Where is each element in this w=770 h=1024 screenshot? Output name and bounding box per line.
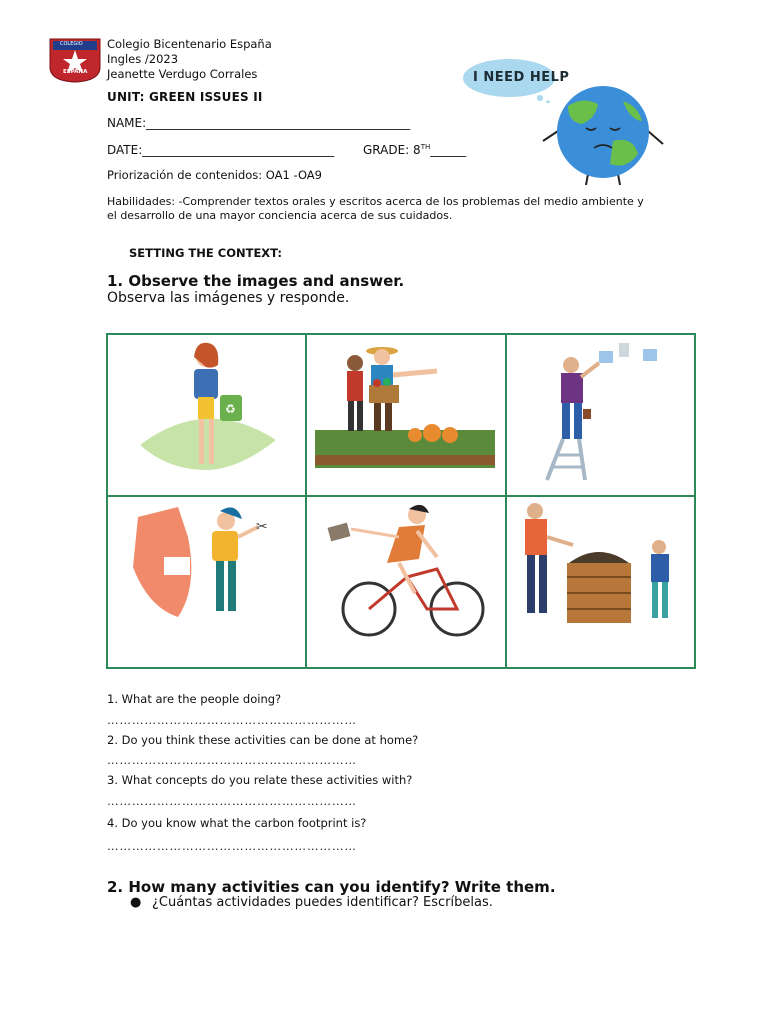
priorizacion-text: Priorización de contenidos: OA1 -OA9 — [107, 168, 322, 182]
section2-title: 2. How many activities can you identify? Write them. — [107, 878, 556, 896]
question-1: 1. What are the people doing? — [107, 692, 282, 706]
subject-year: Ingles /2023 — [107, 52, 179, 66]
section1-title: 1. Observe the images and answer. — [107, 272, 405, 290]
school-name: Colegio Bicentenario España — [107, 37, 272, 51]
teacher-name: Jeanette Verdugo Corrales — [107, 67, 258, 81]
header-block — [107, 37, 272, 82]
grade-label: GRADE: 8 — [363, 143, 421, 157]
habilidades-line-2: el desarrollo de una mayor conciencia acerca de sus cuidados. — [107, 209, 453, 222]
date-field[interactable]: DATE:________________________________ — [107, 143, 335, 157]
sad-earth-illustration — [538, 86, 668, 186]
answer-line-3[interactable]: …………………………………………………… — [107, 794, 357, 808]
habilidades-line-1: Habilidades: -Comprender textos orales y escritos acerca de los problemas del medio ambiente y — [107, 195, 644, 208]
grade-superscript: TH — [420, 143, 431, 151]
section1-subtitle: Observa las imágenes y responde. — [107, 290, 350, 306]
logo-text-top: COLEGIO — [60, 41, 83, 47]
context-heading: SETTING THE CONTEXT: — [129, 246, 282, 260]
name-field[interactable]: NAME:____________________________________________ — [107, 116, 411, 130]
logo-text-bottom: ESPAÑA — [63, 69, 88, 75]
image-composting-bin — [507, 497, 703, 663]
unit-title: UNIT: GREEN ISSUES II — [107, 90, 263, 104]
question-3: 3. What concepts do you relate these activities with? — [107, 773, 413, 787]
image-reusable-bag-woman — [108, 335, 304, 501]
answer-line-1[interactable]: …………………………………………………… — [107, 713, 357, 727]
grade-field[interactable] — [363, 143, 466, 157]
bullet-icon: ● — [130, 895, 142, 910]
svg-text:♻: ♻ — [225, 402, 236, 416]
answer-line-4[interactable]: …………………………………………………… — [107, 839, 357, 853]
section2-bullet-text: ¿Cuántas actividades puedes identificar? Escríbelas. — [152, 895, 493, 910]
bubble-text: I NEED HELP — [473, 70, 570, 85]
school-logo — [48, 37, 102, 83]
image-woman-bicycle — [307, 497, 503, 663]
image-grid — [106, 333, 696, 669]
image-man-ladder-lights — [507, 335, 703, 501]
svg-text:✂: ✂ — [256, 519, 268, 535]
image-woman-recycling-clothes — [108, 497, 304, 663]
habilidades-text — [107, 195, 644, 223]
answer-line-2[interactable]: …………………………………………………… — [107, 753, 357, 767]
grade-blank: ______ — [430, 143, 467, 157]
question-4: 4. Do you know what the carbon footprint is? — [107, 816, 367, 830]
image-farmers-harvest — [307, 335, 503, 501]
question-2: 2. Do you think these activities can be done at home? — [107, 733, 419, 747]
